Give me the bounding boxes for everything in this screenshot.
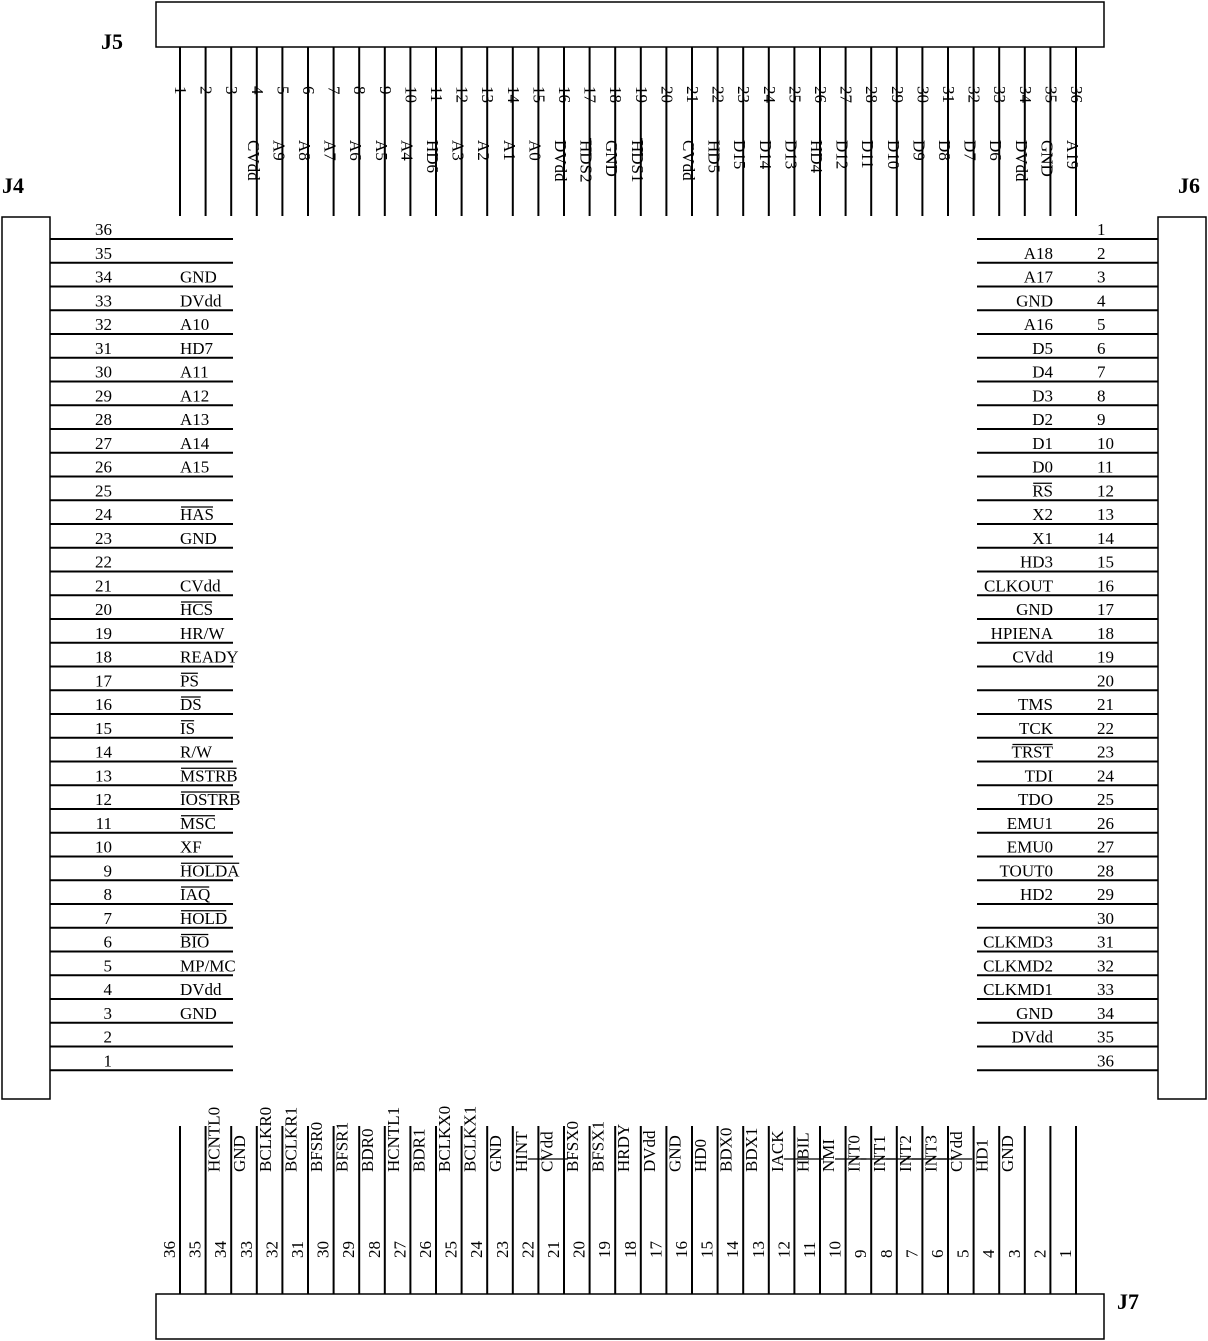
j7-pin-signal: GND xyxy=(665,1135,685,1172)
j7-pin-number: 33 xyxy=(236,1241,256,1258)
j6-pin-number: 31 xyxy=(1097,932,1114,952)
j5-pin-signal: D12 xyxy=(832,140,852,170)
j4-pin-number: 7 xyxy=(103,908,112,928)
j6-pin-number: 6 xyxy=(1097,338,1106,358)
j4-pin-number: 8 xyxy=(103,885,112,904)
j6-pin-number: 33 xyxy=(1097,980,1114,999)
j4-pin-signal: CVdd xyxy=(180,576,221,596)
j4-pin-number: 16 xyxy=(95,695,112,714)
j7-pin-number: 34 xyxy=(211,1241,231,1258)
j6-pin-signal: EMU1 xyxy=(1006,813,1053,833)
j4-pin-number: 23 xyxy=(95,528,112,548)
j5-pin-signal: CVdd xyxy=(679,140,698,181)
j6-pin-signal: CLKMD3 xyxy=(983,932,1053,952)
j5-pin-number: 13 xyxy=(478,86,498,103)
j7-pin-number: 14 xyxy=(723,1241,743,1258)
j4-pin-number: 1 xyxy=(103,1051,112,1071)
j6-pin-number: 11 xyxy=(1097,457,1114,477)
j5-pin-group xyxy=(171,47,1086,216)
j6-pin-number: 34 xyxy=(1097,1003,1114,1023)
j5-pin-signal: A2 xyxy=(474,140,494,161)
j7-pin-signal: IACK xyxy=(767,1130,787,1172)
j5-pin-number: 20 xyxy=(657,86,677,103)
j7-pin-group xyxy=(160,1106,1076,1294)
j7-pin-number: 13 xyxy=(748,1241,768,1258)
j5-pin-signal: D10 xyxy=(883,140,903,170)
j5-pin-number: 34 xyxy=(1015,86,1035,104)
j7-pin-number: 36 xyxy=(160,1241,179,1258)
j7-pin-number: 26 xyxy=(416,1241,435,1258)
j5-pin-number: 22 xyxy=(708,86,728,103)
j6-pin-signal: X2 xyxy=(1032,505,1053,524)
j6-pin-signal: TOUT0 xyxy=(999,861,1053,881)
j6-pin-number: 14 xyxy=(1097,528,1114,548)
j5-pin-signal: A9 xyxy=(269,140,289,161)
j5-pin-number: 3 xyxy=(222,86,242,95)
j7-pin-signal: BCLKR0 xyxy=(255,1106,275,1172)
j7-pin-signal: HCNTL1 xyxy=(383,1106,403,1172)
j5-pin-signal: A5 xyxy=(371,140,391,161)
j5-pin-signal: HD6 xyxy=(423,140,442,174)
j6-pin-number: 15 xyxy=(1097,552,1114,572)
j5-pin-signal: DVdd xyxy=(551,140,570,182)
j7-pin-signal: HRDY xyxy=(614,1123,634,1172)
j7-pin-signal: INT2 xyxy=(895,1135,915,1172)
j5-pin-signal: GND xyxy=(602,140,622,177)
j5-pin-number: 7 xyxy=(324,86,344,95)
j7-pin-number: 8 xyxy=(876,1249,896,1258)
j6-pin-number: 35 xyxy=(1097,1027,1114,1047)
connector-j5-body xyxy=(156,2,1104,47)
j6-pin-signal: A18 xyxy=(1023,243,1053,263)
j4-pin-group xyxy=(50,220,240,1070)
j6-pin-number: 21 xyxy=(1097,695,1114,714)
j6-pin-signal: GND xyxy=(1016,600,1053,619)
j7-pin-number: 35 xyxy=(185,1241,205,1258)
j5-pin-number: 18 xyxy=(606,86,626,103)
j6-pin-signal: D1 xyxy=(1032,433,1053,453)
j4-pin-signal: R/W xyxy=(180,742,213,762)
j4-pin-number: 26 xyxy=(95,457,112,477)
connector-label-j4: J4 xyxy=(2,173,24,198)
j4-pin-number: 27 xyxy=(95,433,112,453)
j7-pin-signal: BCLKX1 xyxy=(460,1105,480,1172)
j5-pin-signal: GND xyxy=(1037,140,1057,177)
j5-pin-number: 21 xyxy=(683,86,702,103)
j7-pin-signal: HBIL xyxy=(793,1132,813,1172)
j6-pin-number: 23 xyxy=(1097,742,1114,762)
j6-pin-number: 25 xyxy=(1097,790,1114,809)
j7-pin-number: 6 xyxy=(928,1249,947,1258)
j6-pin-number: 20 xyxy=(1097,671,1114,691)
j5-pin-number: 25 xyxy=(785,86,805,103)
j5-pin-signal: HD4 xyxy=(807,140,826,174)
j5-pin-number: 12 xyxy=(452,86,472,103)
j6-pin-number: 32 xyxy=(1097,956,1114,976)
j7-pin-signal: BFSR1 xyxy=(332,1121,352,1172)
j7-pin-signal: BCLKR1 xyxy=(281,1106,301,1172)
j5-pin-number: 10 xyxy=(401,86,421,103)
j7-pin-number: 1 xyxy=(1056,1249,1075,1258)
j7-pin-signal: INT3 xyxy=(921,1135,941,1172)
j7-pin-number: 27 xyxy=(390,1241,410,1258)
j4-pin-signal: BIO xyxy=(180,932,210,952)
j4-pin-signal: HR/W xyxy=(180,623,225,643)
j4-pin-signal: MSC xyxy=(180,813,216,833)
j4-pin-number: 30 xyxy=(95,362,112,382)
j6-pin-signal: A17 xyxy=(1023,267,1053,287)
j4-pin-number: 18 xyxy=(95,647,112,667)
j5-pin-signal: D9 xyxy=(909,140,929,161)
j4-pin-signal: HCS xyxy=(180,600,214,619)
j4-pin-number: 33 xyxy=(95,291,112,311)
j7-pin-signal: BFSX0 xyxy=(563,1120,582,1172)
j7-pin-signal: DVdd xyxy=(639,1130,659,1172)
j6-pin-number: 28 xyxy=(1097,861,1114,881)
j5-pin-signal: D14 xyxy=(755,140,775,170)
j6-pin-signal: CLKOUT xyxy=(984,576,1053,596)
j4-pin-number: 19 xyxy=(95,623,112,643)
j4-pin-signal: READY xyxy=(180,647,239,667)
j6-pin-signal: D5 xyxy=(1032,338,1053,358)
j7-pin-number: 25 xyxy=(441,1241,461,1258)
j5-pin-number: 19 xyxy=(631,86,651,103)
j5-pin-signal: A3 xyxy=(448,140,468,161)
j4-pin-number: 2 xyxy=(103,1027,112,1047)
j5-pin-signal: A8 xyxy=(295,140,314,161)
j4-pin-number: 12 xyxy=(95,790,112,809)
j6-pin-signal: CLKMD2 xyxy=(983,956,1053,976)
j7-pin-number: 24 xyxy=(467,1241,487,1258)
j6-pin-number: 30 xyxy=(1097,908,1114,928)
j6-pin-number: 9 xyxy=(1097,410,1106,429)
j4-pin-number: 13 xyxy=(95,766,112,786)
j7-pin-number: 3 xyxy=(1004,1249,1024,1258)
j6-pin-signal: TCK xyxy=(1019,718,1053,738)
j5-pin-signal: A0 xyxy=(525,140,545,161)
j7-pin-signal: BCLKX0 xyxy=(435,1105,454,1172)
j7-pin-signal: BDR0 xyxy=(358,1128,378,1172)
j7-pin-signal: GND xyxy=(998,1135,1018,1172)
connector-j6-body xyxy=(1158,217,1206,1099)
j7-pin-number: 4 xyxy=(979,1249,999,1258)
j6-pin-signal: A16 xyxy=(1023,315,1053,334)
j6-pin-number: 7 xyxy=(1097,362,1106,382)
j5-pin-number: 32 xyxy=(964,86,984,103)
j7-pin-signal: CVdd xyxy=(947,1131,966,1172)
j7-pin-signal: HD0 xyxy=(691,1138,710,1172)
j4-pin-number: 20 xyxy=(95,600,112,619)
j7-pin-signal: BDX0 xyxy=(716,1127,736,1172)
j6-pin-signal: D3 xyxy=(1032,386,1053,406)
j4-pin-number: 3 xyxy=(103,1003,112,1023)
j5-pin-signal: D11 xyxy=(858,140,878,169)
j4-pin-number: 32 xyxy=(95,315,112,334)
j7-pin-signal: INT0 xyxy=(844,1135,864,1172)
j7-pin-number: 17 xyxy=(646,1241,666,1258)
connector-j4-body xyxy=(2,217,50,1099)
j4-pin-number: 22 xyxy=(95,552,112,572)
j4-pin-number: 15 xyxy=(95,718,112,738)
j5-pin-number: 17 xyxy=(580,86,600,103)
j6-pin-signal: X1 xyxy=(1032,528,1053,548)
j6-pin-number: 16 xyxy=(1097,576,1114,596)
j7-pin-signal: BFSR0 xyxy=(307,1121,326,1172)
j4-pin-number: 5 xyxy=(103,956,112,976)
j7-pin-number: 21 xyxy=(544,1241,563,1258)
j5-pin-number: 5 xyxy=(273,86,293,95)
j4-pin-signal: HOLD xyxy=(180,908,228,928)
j6-pin-signal: D0 xyxy=(1032,457,1053,477)
j7-pin-number: 15 xyxy=(697,1241,717,1258)
j7-pin-signal: GND xyxy=(230,1135,250,1172)
j7-pin-signal: INT1 xyxy=(870,1135,890,1172)
j5-pin-signal: DVdd xyxy=(1011,140,1031,182)
j5-pin-number: 8 xyxy=(350,86,370,95)
j7-pin-number: 22 xyxy=(518,1241,538,1258)
j5-pin-number: 26 xyxy=(811,86,830,103)
j4-pin-signal: IS xyxy=(180,718,196,738)
j5-pin-signal: A6 xyxy=(346,140,366,161)
j6-pin-signal: CVdd xyxy=(1012,647,1053,667)
j5-pin-signal: HDS2 xyxy=(576,140,596,183)
j4-pin-signal: GND xyxy=(180,1003,217,1023)
j7-pin-signal: HD1 xyxy=(972,1138,992,1172)
j4-pin-number: 6 xyxy=(103,932,112,952)
j6-pin-signal: TRST xyxy=(1011,742,1053,762)
j7-pin-number: 30 xyxy=(313,1241,333,1258)
j4-pin-number: 10 xyxy=(95,837,112,857)
j7-pin-signal: GND xyxy=(486,1135,506,1172)
j6-pin-signal: HD3 xyxy=(1019,552,1053,572)
j6-pin-signal: HD2 xyxy=(1019,885,1053,904)
j5-pin-signal: CVdd xyxy=(243,140,263,181)
j6-pin-number: 17 xyxy=(1097,600,1114,619)
j6-pin-signal: TDO xyxy=(1018,790,1053,809)
j6-pin-signal: EMU0 xyxy=(1006,837,1053,857)
connector-j7-body xyxy=(156,1294,1104,1339)
j4-pin-signal: A12 xyxy=(180,386,210,406)
j6-pin-number: 27 xyxy=(1097,837,1114,857)
j4-pin-number: 4 xyxy=(103,980,112,999)
j5-pin-number: 35 xyxy=(1041,86,1061,103)
j5-pin-number: 36 xyxy=(1067,86,1086,103)
j5-pin-signal: A4 xyxy=(397,140,417,161)
j7-pin-number: 32 xyxy=(262,1241,282,1258)
j5-pin-signal: D6 xyxy=(986,140,1006,161)
j7-pin-number: 7 xyxy=(902,1249,922,1258)
j4-pin-signal: PS xyxy=(180,671,199,691)
j5-pin-number: 4 xyxy=(247,86,267,95)
j6-pin-signal: D4 xyxy=(1032,362,1053,382)
j7-pin-signal: CVdd xyxy=(537,1131,557,1172)
j6-pin-number: 19 xyxy=(1097,647,1114,667)
j7-pin-signal: HINT xyxy=(511,1131,531,1172)
j6-pin-number: 10 xyxy=(1097,433,1114,453)
j6-pin-signal: TMS xyxy=(1018,695,1053,714)
j4-pin-number: 11 xyxy=(95,813,112,833)
j5-pin-number: 27 xyxy=(836,86,856,103)
j7-pin-number: 20 xyxy=(569,1241,589,1258)
j7-pin-signal: HCNTL0 xyxy=(204,1106,224,1172)
j5-pin-number: 6 xyxy=(299,86,318,95)
j4-pin-signal: DVdd xyxy=(180,980,222,999)
j5-pin-number: 28 xyxy=(862,86,882,103)
j4-pin-signal: A15 xyxy=(180,457,210,477)
j4-pin-signal: MP/MC xyxy=(180,956,236,976)
j5-pin-signal: D7 xyxy=(960,140,980,161)
j5-pin-signal: HDS1 xyxy=(627,140,647,183)
j5-pin-number: 14 xyxy=(503,86,523,103)
j4-pin-signal: GND xyxy=(180,528,217,548)
j4-pin-number: 24 xyxy=(95,505,112,524)
j5-pin-number: 15 xyxy=(529,86,549,103)
j5-pin-number: 29 xyxy=(887,86,907,103)
j4-pin-number: 25 xyxy=(95,481,112,501)
j7-pin-number: 28 xyxy=(364,1241,384,1258)
connector-label-j7: J7 xyxy=(1117,1289,1139,1314)
j4-pin-signal: DS xyxy=(180,695,202,714)
j7-pin-number: 10 xyxy=(825,1241,845,1258)
j6-pin-signal: TDI xyxy=(1024,766,1053,786)
j5-pin-number: 9 xyxy=(375,86,395,95)
j5-pin-signal: A1 xyxy=(499,140,519,161)
j6-pin-signal: DVdd xyxy=(1011,1027,1053,1047)
j5-pin-number: 33 xyxy=(990,86,1010,103)
connector-label-j5: J5 xyxy=(101,29,123,54)
j4-pin-number: 21 xyxy=(95,576,112,596)
j7-pin-signal: BDR1 xyxy=(409,1128,429,1172)
j6-pin-number: 22 xyxy=(1097,718,1114,738)
j6-pin-number: 2 xyxy=(1097,243,1106,263)
j7-pin-number: 31 xyxy=(288,1241,307,1258)
j6-pin-number: 3 xyxy=(1097,267,1106,287)
j5-pin-number: 30 xyxy=(913,86,933,103)
j4-pin-signal: DVdd xyxy=(180,291,222,311)
j6-pin-signal: D2 xyxy=(1032,410,1053,429)
j7-pin-number: 11 xyxy=(800,1241,819,1258)
j5-pin-signal: A19 xyxy=(1063,140,1082,170)
j4-pin-signal: A11 xyxy=(180,362,209,382)
j6-pin-group xyxy=(977,220,1158,1070)
j6-pin-signal: HPIENA xyxy=(990,623,1053,643)
j7-pin-number: 23 xyxy=(492,1241,512,1258)
j4-pin-number: 35 xyxy=(95,243,112,263)
j5-pin-signal: D13 xyxy=(781,140,801,170)
j7-pin-number: 2 xyxy=(1030,1249,1050,1258)
j6-pin-signal: GND xyxy=(1016,1003,1053,1023)
j5-pin-signal: HD5 xyxy=(704,140,724,174)
j7-pin-signal: BDX1 xyxy=(742,1127,762,1172)
j6-pin-number: 18 xyxy=(1097,623,1114,643)
j5-pin-signal: D15 xyxy=(730,140,750,170)
j4-pin-signal: HD7 xyxy=(180,338,214,358)
j4-pin-signal: A14 xyxy=(180,433,210,453)
j6-pin-number: 1 xyxy=(1097,220,1106,239)
j4-pin-number: 36 xyxy=(95,220,112,239)
j7-pin-signal: NMI xyxy=(819,1138,838,1172)
j7-pin-signal: BFSX1 xyxy=(588,1120,608,1172)
j6-pin-signal: CLKMD1 xyxy=(983,980,1053,999)
j4-pin-signal: HOLDA xyxy=(180,861,240,881)
j4-pin-signal: A10 xyxy=(180,315,210,334)
j5-pin-number: 1 xyxy=(171,86,190,95)
j6-pin-number: 26 xyxy=(1097,813,1114,833)
j4-pin-number: 34 xyxy=(95,267,112,287)
j5-pin-signal: D8 xyxy=(935,140,954,161)
j6-pin-number: 13 xyxy=(1097,505,1114,524)
j6-pin-number: 4 xyxy=(1097,291,1106,311)
j5-pin-number: 24 xyxy=(759,86,779,103)
j6-pin-number: 29 xyxy=(1097,885,1114,904)
j4-pin-signal: GND xyxy=(180,267,217,287)
j5-pin-number: 11 xyxy=(427,86,446,103)
j4-pin-number: 14 xyxy=(95,742,112,762)
j7-pin-number: 12 xyxy=(774,1241,794,1258)
j4-pin-number: 28 xyxy=(95,410,112,429)
j4-pin-signal: MSTRB xyxy=(180,766,238,786)
j6-pin-number: 5 xyxy=(1097,315,1106,334)
j5-pin-number: 2 xyxy=(196,86,216,95)
j6-pin-number: 12 xyxy=(1097,481,1114,501)
j7-pin-number: 29 xyxy=(339,1241,359,1258)
connector-label-j6: J6 xyxy=(1178,173,1200,198)
j5-pin-number: 16 xyxy=(555,86,574,103)
j4-pin-signal: IAQ xyxy=(180,885,211,904)
j6-pin-number: 8 xyxy=(1097,386,1106,406)
j6-pin-signal: RS xyxy=(1032,481,1053,501)
j6-pin-signal: GND xyxy=(1016,291,1053,311)
j5-pin-number: 23 xyxy=(734,86,754,103)
j5-pin-signal: A7 xyxy=(320,140,340,161)
j4-pin-signal: IOSTRB xyxy=(180,790,241,809)
j4-pin-signal: A13 xyxy=(180,410,210,429)
j7-pin-number: 16 xyxy=(672,1241,691,1258)
j4-pin-number: 17 xyxy=(95,671,112,691)
j7-pin-number: 18 xyxy=(620,1241,640,1258)
j4-pin-number: 9 xyxy=(103,861,112,881)
j6-pin-number: 24 xyxy=(1097,766,1114,786)
j4-pin-signal: HAS xyxy=(180,505,215,524)
j4-pin-signal: XF xyxy=(180,837,202,857)
j5-pin-number: 31 xyxy=(939,86,958,103)
j7-pin-number: 9 xyxy=(851,1249,871,1258)
j6-pin-number: 36 xyxy=(1097,1051,1114,1071)
j4-pin-number: 29 xyxy=(95,386,112,406)
j7-pin-number: 19 xyxy=(595,1241,615,1258)
j7-pin-number: 5 xyxy=(953,1249,973,1258)
j4-pin-number: 31 xyxy=(95,338,112,358)
